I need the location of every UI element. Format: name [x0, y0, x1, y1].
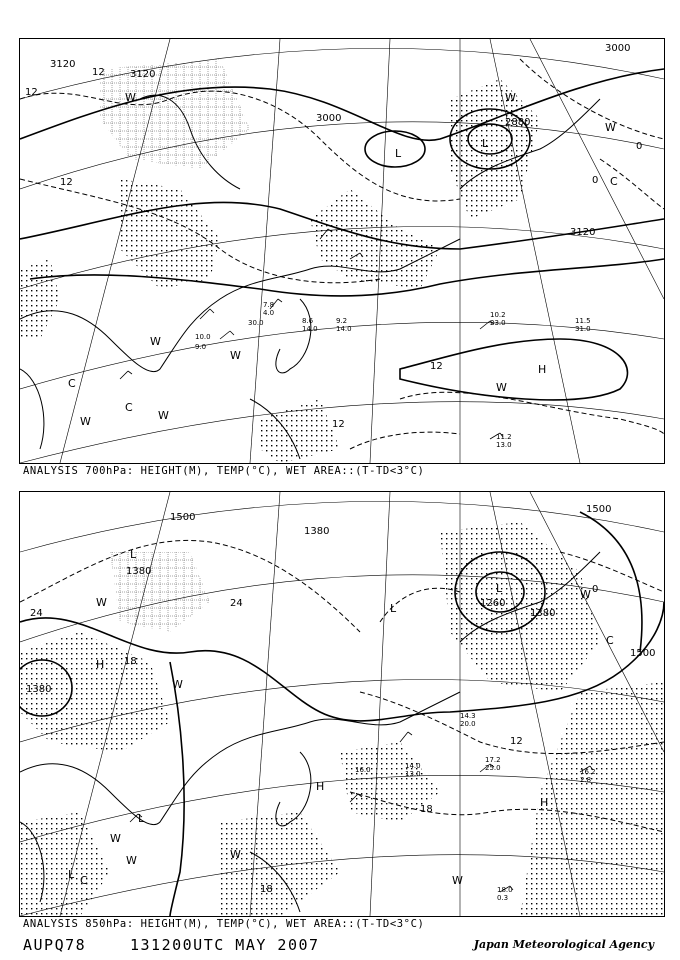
warm-center: W — [605, 121, 616, 134]
station-value: 18.0 — [497, 886, 513, 894]
cross-hatch-area — [100, 59, 250, 169]
height-label: 2880 — [505, 117, 531, 128]
height-label: 1380 — [26, 684, 52, 695]
height-label: 3000 — [605, 43, 631, 54]
station-value: 11.2 — [496, 433, 512, 441]
low-center: L — [390, 602, 397, 615]
height-label: 1380 — [304, 526, 330, 537]
warm-center: W — [158, 409, 169, 422]
high-center: H — [540, 796, 549, 809]
station-value: 14.0 — [405, 762, 421, 770]
temperature-label: 0 — [592, 175, 599, 186]
temperature-label: 12 — [92, 67, 105, 78]
station-value: 9.0 — [195, 343, 207, 351]
height-label: 3000 — [316, 113, 342, 124]
warm-center: W — [452, 874, 463, 887]
warm-center: W — [80, 415, 91, 428]
height-label: 3120 — [50, 59, 76, 70]
station-value: 20.0 — [460, 720, 476, 728]
station-values — [195, 301, 591, 449]
station-value: 13.0 — [496, 441, 512, 449]
warm-center: W — [230, 349, 241, 362]
station-value: 7.8 — [263, 301, 275, 309]
station-value: 13.0 — [405, 770, 421, 778]
station-value: 17.2 — [485, 756, 501, 764]
warm-center: W — [505, 91, 516, 104]
wet-area-shading — [20, 79, 540, 463]
temperature-label: 0 — [592, 584, 599, 595]
station-value: 8.6 — [302, 317, 314, 325]
temperature-label: 24 — [30, 608, 43, 619]
high-center: H — [316, 780, 325, 793]
station-value: 23.0 — [490, 319, 506, 327]
low-center: L — [130, 548, 137, 561]
station-value: 16.0 — [355, 766, 371, 774]
low-center: L — [496, 582, 503, 595]
station-value: 14.0 — [302, 325, 318, 333]
height-label: 3120 — [570, 227, 596, 238]
analysis-time: 131200UTC MAY 2007 — [130, 936, 320, 954]
caption-700hpa: ANALYSIS 700hPa: HEIGHT(M), TEMP(°C), WET AREA::(T-TD<3°C) — [23, 465, 425, 477]
temperature-label: 12 — [332, 419, 345, 430]
warm-center: W — [496, 381, 507, 394]
warm-center: W — [110, 832, 121, 845]
map-700hpa-svg — [20, 39, 664, 463]
station-value: 4.0 — [263, 309, 275, 317]
temperature-label: 18 — [124, 656, 137, 667]
station-value: 25.0 — [485, 764, 501, 772]
station-value: 9.2 — [336, 317, 348, 325]
temperature-label: 12 — [25, 87, 38, 98]
cold-center: C — [606, 634, 614, 647]
warm-center: W — [230, 848, 241, 861]
station-value: 0.3 — [497, 894, 509, 902]
station-value: 14.0 — [336, 325, 352, 333]
low-center: L — [68, 868, 75, 881]
temperature-label: 12 — [430, 361, 443, 372]
height-label: 1380 — [126, 566, 152, 577]
cold-center: C — [80, 874, 88, 887]
temperature-label: 18 — [260, 884, 273, 895]
temperature-label: 0 — [636, 141, 643, 152]
low-center: L — [482, 137, 489, 150]
agency-name: Japan Meteorological Agency — [473, 938, 654, 951]
warm-center: W — [96, 596, 107, 609]
temperature-label: 12 — [60, 177, 73, 188]
temperature-label: 12 — [510, 736, 523, 747]
temperature-label: 18 — [420, 804, 433, 815]
station-value: 14.3 — [460, 712, 476, 720]
station-value: 16.2 — [580, 768, 596, 776]
low-center: L — [138, 812, 145, 825]
warm-center: W — [125, 91, 136, 104]
analysis-map-850hpa — [19, 491, 665, 917]
warm-center: W — [150, 335, 161, 348]
station-value: 31.0 — [575, 325, 591, 333]
chart-code: AUPQ78 — [23, 936, 87, 954]
station-value: 11.5 — [575, 317, 591, 325]
height-label: 1500 — [630, 648, 656, 659]
station-value: 2.8 — [580, 776, 592, 784]
height-label: 1380 — [530, 608, 556, 619]
high-center: H — [96, 658, 105, 671]
analysis-map-700hpa — [19, 38, 665, 464]
warm-center: W — [126, 854, 137, 867]
height-label: 1500 — [170, 512, 196, 523]
warm-center: W — [172, 678, 183, 691]
cold-center: C — [68, 377, 76, 390]
cross-hatch-area — [110, 552, 210, 632]
station-value: 30.0 — [248, 319, 264, 327]
temperature-label: 24 — [230, 598, 243, 609]
station-value: 10.2 — [490, 311, 506, 319]
station-value: 10.0 — [195, 333, 211, 341]
low-center: L — [395, 147, 402, 160]
high-center: H — [538, 363, 547, 376]
height-label: 1260 — [480, 598, 506, 609]
map-850hpa-svg — [20, 492, 664, 916]
caption-850hpa: ANALYSIS 850hPa: HEIGHT(M), TEMP(°C), WET AREA::(T-TD<3°C) — [23, 918, 425, 930]
warm-center: W — [580, 588, 591, 601]
height-label: 1500 — [586, 504, 612, 515]
cold-center: C — [610, 175, 618, 188]
cold-center: C — [125, 401, 133, 414]
height-label: 3120 — [130, 69, 156, 80]
